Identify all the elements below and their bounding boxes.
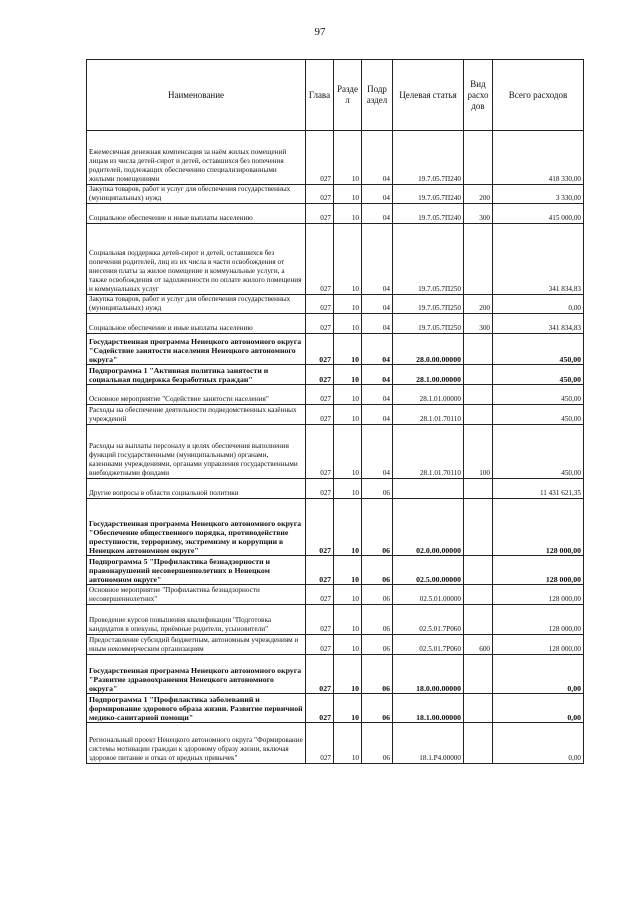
row-target: 28.1.00.00000 — [393, 365, 464, 385]
row-target: 19.7.05.7П250 — [393, 295, 464, 314]
row-subsection: 06 — [362, 635, 393, 655]
row-name: Основное мероприятие "Профилактика безнадзорности несовершеннолетних" — [87, 585, 306, 605]
row-name: Закупка товаров, работ и услуг для обеспечения государственных (муниципальных) нужд — [87, 295, 306, 314]
row-section: 10 — [334, 585, 362, 605]
row-subsection: 06 — [362, 605, 393, 635]
row-total: 128 000,00 — [493, 585, 584, 605]
row-section: 10 — [334, 131, 362, 185]
row-subsection: 04 — [362, 224, 393, 295]
row-target: 28.1.01.70110 — [393, 405, 464, 425]
row-name: Государственная программа Ненецкого автономного округа "Обеспечение общественного порядка, противодействие преступности, терроризму, экстремизму и коррупции в Ненецком автономном округе" — [87, 499, 306, 556]
row-type — [464, 131, 493, 185]
row-section: 10 — [334, 556, 362, 585]
header-name: Наименование — [87, 60, 306, 131]
row-type — [464, 405, 493, 425]
row-subsection: 06 — [362, 479, 393, 499]
row-target: 19.7.05.7П250 — [393, 314, 464, 334]
table-row — [87, 479, 584, 499]
row-chapter: 027 — [306, 365, 334, 385]
row-subsection: 06 — [362, 585, 393, 605]
row-total: 341 834,83 — [493, 314, 584, 334]
row-section: 10 — [334, 224, 362, 295]
row-target: 19.7.05.7П250 — [393, 224, 464, 295]
row-type — [464, 605, 493, 635]
row-total: 450,00 — [493, 385, 584, 405]
table-row — [87, 131, 584, 185]
row-chapter: 027 — [306, 556, 334, 585]
row-total: 450,00 — [493, 405, 584, 425]
row-chapter: 027 — [306, 334, 334, 365]
row-name: Проведение курсов повышения квалификации "Подготовка кандидатов в опекуны, приёмные родители, усыновители" — [87, 605, 306, 635]
row-target — [393, 479, 464, 499]
row-subsection: 04 — [362, 131, 393, 185]
row-type: 200 — [464, 295, 493, 314]
row-total: 128 000,00 — [493, 605, 584, 635]
header-target: Целевая статья — [393, 60, 464, 131]
row-chapter: 027 — [306, 204, 334, 224]
row-chapter: 027 — [306, 655, 334, 694]
row-chapter: 027 — [306, 479, 334, 499]
table-row — [87, 585, 584, 605]
table-header-row — [87, 60, 584, 131]
row-name: Подпрограмма 1 "Профилактика заболеваний и формирование здорового образа жизни. Развитие первичной медико-санитарной помощи" — [87, 694, 306, 723]
row-target: 18.0.00.00000 — [393, 655, 464, 694]
table-row — [87, 723, 584, 764]
row-name: Государственная программа Ненецкого автономного округа "Развитие здравоохранения Ненецкого автономного округа" — [87, 655, 306, 694]
row-chapter: 027 — [306, 723, 334, 764]
row-chapter: 027 — [306, 314, 334, 334]
row-section: 10 — [334, 425, 362, 479]
row-section: 10 — [334, 185, 362, 204]
row-target: 28.1.01.00000 — [393, 385, 464, 405]
table-row — [87, 694, 584, 723]
row-section: 10 — [334, 334, 362, 365]
row-name: Социальное обеспечение и иные выплаты населению — [87, 204, 306, 224]
row-type — [464, 723, 493, 764]
row-target: 28.0.00.00000 — [393, 334, 464, 365]
row-chapter: 027 — [306, 605, 334, 635]
row-subsection: 04 — [362, 204, 393, 224]
row-type: 600 — [464, 635, 493, 655]
table-body — [87, 131, 584, 764]
row-name: Региональный проект Ненецкого автономного округа "Формирование системы мотивации граждан к здоровому образу жизни, включая здоровое питание и отказ от вредных привычек" — [87, 723, 306, 764]
row-target: 19.7.05.7П240 — [393, 204, 464, 224]
row-name: Государственная программа Ненецкого автономного округа "Содействие занятости населения Ненецкого автономного округа" — [87, 334, 306, 365]
row-target: 02.5.01.7Р060 — [393, 635, 464, 655]
row-total: 11 431 621,35 — [493, 479, 584, 499]
row-total: 0,00 — [493, 694, 584, 723]
header-section: Разде л — [334, 60, 362, 131]
row-subsection: 04 — [362, 365, 393, 385]
table-row — [87, 224, 584, 295]
row-name: Основное мероприятие "Содействие занятости населения" — [87, 385, 306, 405]
row-section: 10 — [334, 385, 362, 405]
row-subsection: 04 — [362, 334, 393, 365]
row-total: 0,00 — [493, 295, 584, 314]
row-type — [464, 499, 493, 556]
row-target: 02.5.01.7Р060 — [393, 605, 464, 635]
row-section: 10 — [334, 365, 362, 385]
row-chapter: 027 — [306, 635, 334, 655]
table-row — [87, 655, 584, 694]
table-row — [87, 556, 584, 585]
row-type — [464, 479, 493, 499]
row-total: 450,00 — [493, 425, 584, 479]
row-chapter: 027 — [306, 295, 334, 314]
row-target: 02.5.00.00000 — [393, 556, 464, 585]
row-subsection: 06 — [362, 694, 393, 723]
budget-table — [86, 59, 584, 764]
row-target: 18.1.00.00000 — [393, 694, 464, 723]
row-name: Подпрограмма 5 "Профилактика безнадзорности и правонарушений несовершеннолетних в Ненецком автономном округе" — [87, 556, 306, 585]
row-subsection: 06 — [362, 499, 393, 556]
row-section: 10 — [334, 655, 362, 694]
table-row — [87, 185, 584, 204]
row-target: 19.7.05.7П240 — [393, 185, 464, 204]
header-subsection: Подр аздел — [362, 60, 393, 131]
table-row — [87, 314, 584, 334]
row-subsection: 06 — [362, 655, 393, 694]
table-row — [87, 385, 584, 405]
row-type — [464, 365, 493, 385]
row-section: 10 — [334, 694, 362, 723]
row-target: 02.0.00.00000 — [393, 499, 464, 556]
table-row — [87, 635, 584, 655]
row-subsection: 06 — [362, 723, 393, 764]
row-section: 10 — [334, 723, 362, 764]
row-name: Другие вопросы в области социальной политики — [87, 479, 306, 499]
row-section: 10 — [334, 605, 362, 635]
row-type: 300 — [464, 314, 493, 334]
header-total: Всего расходов — [493, 60, 584, 131]
row-chapter: 027 — [306, 131, 334, 185]
row-type: 300 — [464, 204, 493, 224]
row-chapter: 027 — [306, 405, 334, 425]
row-total: 0,00 — [493, 655, 584, 694]
row-section: 10 — [334, 295, 362, 314]
row-subsection: 04 — [362, 185, 393, 204]
row-total: 128 000,00 — [493, 556, 584, 585]
row-section: 10 — [334, 479, 362, 499]
row-subsection: 04 — [362, 425, 393, 479]
row-total: 450,00 — [493, 334, 584, 365]
row-name: Расходы на выплаты персоналу в целях обеспечения выполнения функций государственными (муниципальными) органами, казенными учреждениями, органами управления государственными внебюджетными фондами — [87, 425, 306, 479]
row-name: Расходы на обеспечение деятельности подведомственных казённых учреждений — [87, 405, 306, 425]
row-type — [464, 585, 493, 605]
row-total: 341 834,83 — [493, 224, 584, 295]
row-type — [464, 385, 493, 405]
table-row — [87, 295, 584, 314]
table-row — [87, 605, 584, 635]
row-type — [464, 224, 493, 295]
row-section: 10 — [334, 635, 362, 655]
row-chapter: 027 — [306, 499, 334, 556]
row-target: 28.1.01.70110 — [393, 425, 464, 479]
table-row — [87, 334, 584, 365]
row-name: Социальное обеспечение и иные выплаты населению — [87, 314, 306, 334]
row-name: Ежемесячная денежная компенсация за наём жилых помещений лицам из числа детей-сирот и детей, оставшихся без попечения родителей, подлежащих обеспечению специализированными жилыми помещениями — [87, 131, 306, 185]
row-chapter: 027 — [306, 585, 334, 605]
row-chapter: 027 — [306, 385, 334, 405]
row-total: 0,00 — [493, 723, 584, 764]
row-subsection: 04 — [362, 385, 393, 405]
row-target: 19.7.05.7П240 — [393, 131, 464, 185]
row-section: 10 — [334, 405, 362, 425]
header-type: Вид расхо дов — [464, 60, 493, 131]
row-chapter: 027 — [306, 425, 334, 479]
row-type: 100 — [464, 425, 493, 479]
row-type — [464, 694, 493, 723]
row-target: 02.5.01.00000 — [393, 585, 464, 605]
row-total: 450,00 — [493, 365, 584, 385]
row-total: 128 000,00 — [493, 635, 584, 655]
row-chapter: 027 — [306, 694, 334, 723]
page-number: 97 — [314, 26, 326, 38]
row-name: Подпрограмма 1 "Активная политика занятости и социальная поддержка безработных граждан" — [87, 365, 306, 385]
row-total: 415 000,00 — [493, 204, 584, 224]
row-type — [464, 334, 493, 365]
row-section: 10 — [334, 314, 362, 334]
table-row — [87, 204, 584, 224]
row-total: 128 000,00 — [493, 499, 584, 556]
row-subsection: 04 — [362, 314, 393, 334]
row-subsection: 06 — [362, 556, 393, 585]
row-target: 18.1.Р4.00000 — [393, 723, 464, 764]
row-section: 10 — [334, 499, 362, 556]
row-name: Социальная поддержка детей-сирот и детей, оставшихся без попечения родителей, лиц из их числа в части освобождения от внесения платы за жилое помещение и коммунальные услуги, а также освобождения от задолженности по оплате жилого помещения и коммунальных услуг — [87, 224, 306, 295]
row-total: 418 330,00 — [493, 131, 584, 185]
row-total: 3 330,00 — [493, 185, 584, 204]
row-subsection: 04 — [362, 295, 393, 314]
row-section: 10 — [334, 204, 362, 224]
row-chapter: 027 — [306, 185, 334, 204]
row-name: Закупка товаров, работ и услуг для обеспечения государственных (муниципальных) нужд — [87, 185, 306, 204]
row-name: Предоставление субсидий бюджетным, автономным учреждениям и иным некоммерческим организациям — [87, 635, 306, 655]
header-chapter: Глава — [306, 60, 334, 131]
row-subsection: 04 — [362, 405, 393, 425]
table-row — [87, 405, 584, 425]
table-row — [87, 425, 584, 479]
row-type — [464, 655, 493, 694]
table-row — [87, 365, 584, 385]
row-type — [464, 556, 493, 585]
row-chapter: 027 — [306, 224, 334, 295]
table-row — [87, 499, 584, 556]
row-type: 200 — [464, 185, 493, 204]
